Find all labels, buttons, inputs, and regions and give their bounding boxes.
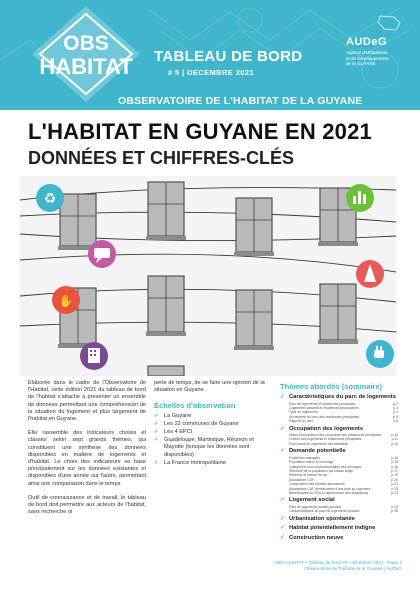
- scales-list: [154, 413, 272, 467]
- theme-title: ✓ Construction neuve: [280, 535, 398, 543]
- theme-entry-page: p.2: [393, 401, 398, 406]
- dashboard-title: TABLEAU DE BORD: [154, 48, 303, 65]
- theme-entry-page: p.17: [391, 468, 398, 473]
- theme-title: ✓ Caractéristiques du parc de logements: [280, 394, 398, 402]
- theme-title: ✓ Demande potentielle: [280, 448, 398, 456]
- footer-line: OBS HABITAT • Tableau de bord #5 - décembre 2021 - Page 1: [274, 560, 402, 565]
- building-icon: [80, 342, 108, 370]
- theme-entry-label: Logements vacants et résidences secondaires: [289, 405, 359, 410]
- theme-title: ✓ Logement social: [280, 497, 398, 505]
- intro-text: [28, 380, 146, 523]
- svg-text:♻: ♻: [43, 191, 57, 207]
- theme-entry-label: Parc de logements et résidences principales: [289, 401, 356, 406]
- theme-entry-page: p.24: [391, 504, 398, 509]
- page-footer: [0, 560, 420, 572]
- theme-entry-page: p.15: [391, 460, 398, 465]
- bar-chart-icon: [346, 184, 374, 212]
- observatory-bar: [0, 94, 420, 110]
- power-plug-icon: [366, 340, 394, 368]
- intro-paragraph: Elaborée dans le cadre de l'Observatoire de l'Habitat, cette édition 2021 du tableau de bord de l'habitat s'attache à présenter un ensemble de données permettant une compréhension de la situation du logement et plus largement de l'habitat en Guyane.: [28, 380, 146, 423]
- intro-paragraph: Elle rassemble des indicateurs choisis et classés selon sept grands thèmes, qui constituent une synthèse des données disponibles en matière de logements et d'habitat. Le choix des indicateurs se base principalement sur les données existantes et disponibles d'une année sur l'autre, permettant ainsi une comparaison dans le temps.: [28, 430, 146, 487]
- audeg-logo: [346, 36, 410, 67]
- theme-entry-page: p.12: [391, 441, 398, 446]
- theme-entry-label: Confort des logements et résidences principales: [289, 437, 362, 442]
- svg-text:OBS: OBS: [63, 32, 109, 55]
- theme-section: [280, 516, 398, 524]
- theme-section: [280, 525, 398, 533]
- edition-label: # 5 | DECEMBRE 2021: [168, 68, 254, 77]
- theme-entry-label: Caractéristiques du parc de logements sociaux: [289, 509, 360, 514]
- theme-entry-page: p.23: [391, 491, 398, 495]
- theme-entry-label: Structure de la population par classe d'âge: [289, 468, 354, 473]
- scale-item: ✓ Guadeloupe, Martinique, Réunion et Mayotte (lorsque les données sont disponibles): [154, 437, 272, 459]
- theme-entry-page: p.3: [393, 405, 398, 410]
- scales-heading: Échelles d'observation: [154, 401, 236, 411]
- audeg-name: AUDeG: [346, 36, 388, 48]
- theme-entry-label: Statut d'occupation des occupants des résidences principales: [289, 433, 382, 438]
- theme-section: [280, 426, 398, 447]
- scale-item: ✓ La Guyane: [154, 413, 272, 420]
- theme-entry-page: p.20: [391, 477, 398, 482]
- svg-text:✋: ✋: [58, 294, 74, 308]
- theme-entry-label: Rapport du parc: [289, 419, 314, 424]
- speech-bubble-icon: [88, 240, 116, 268]
- traffic-cone-icon: [356, 260, 384, 288]
- theme-entry-page: p.5: [393, 414, 398, 419]
- building-facade-photo: [20, 176, 396, 376]
- theme-entry: [280, 509, 398, 513]
- themes-list: [280, 394, 398, 542]
- theme-section: [280, 497, 398, 513]
- intro-paragraph: Outil de connaissance et de travail, le tableau de bord doit permettre aux acteurs de l'habitat, sans recherche ni: [28, 494, 146, 516]
- themes-heading: Thèmes abordés (sommaire): [280, 382, 383, 391]
- obs-habitat-logo: [30, 4, 142, 104]
- observatory-label: OBSERVATOIRE DE L'HABITAT DE LA GUYANE: [118, 95, 363, 107]
- theme-entry-label: Ancienneté du parc des résidences principales: [289, 414, 360, 419]
- theme-entry: [280, 419, 398, 423]
- page-title: L'HABITAT EN GUYANE EN 2021: [28, 119, 372, 144]
- theme-title: ✓ Habitat potentiellement indigne: [280, 525, 398, 533]
- theme-title: ✓ Urbanisation spontanée: [280, 516, 398, 524]
- theme-title: ✓ Occupation des logements: [280, 426, 398, 434]
- theme-entry-label: Parc social en logements des habitants: [289, 441, 348, 446]
- scale-item: ✓ La France métropolitaine: [154, 460, 272, 467]
- audeg-tagline: Agence d'Urbanisme et de Développement de la GUYANE: [346, 50, 389, 66]
- theme-entry-page: p.25: [391, 509, 398, 514]
- scale-item: ✓ Les 4 EPCI: [154, 429, 272, 436]
- theme-entry-page: p.19: [391, 473, 398, 478]
- theme-entry-page: p.13: [391, 455, 398, 460]
- theme-entry: [280, 442, 398, 446]
- scale-item: ✓ Les 22 communes de Guyane: [154, 421, 272, 428]
- theme-section: [280, 394, 398, 424]
- page-subtitle: DONNÉES ET CHIFFRES-CLÉS: [28, 148, 295, 168]
- themes-summary: [280, 382, 398, 544]
- theme-entry: [280, 491, 398, 495]
- theme-section: [280, 535, 398, 543]
- theme-section: [280, 448, 398, 495]
- theme-entry-label: Catégories socio-professionnelles des ménages: [289, 464, 362, 469]
- theme-entry-label: Composition des familles allocataires: [289, 482, 345, 487]
- theme-entry-label: Type de logements: [289, 410, 318, 415]
- recycle-icon: [36, 184, 64, 212]
- intro-paragraph: perte de temps, de se faire une opinion de la situation en Guyane.: [154, 380, 265, 394]
- scales-column: [154, 380, 272, 468]
- theme-entry-label: Allocataires CAF: [289, 477, 315, 482]
- svg-text:HABITAT: HABITAT: [39, 54, 133, 79]
- handshake-icon: [52, 286, 80, 314]
- theme-entry-page: p.22: [391, 486, 398, 491]
- theme-entry-page: p.21: [391, 482, 398, 487]
- theme-entry-page: p.4: [393, 410, 398, 415]
- theme-entry-label: Bénéficiaires du RSA et dépendance aux prestations: [289, 491, 369, 495]
- theme-entry-page: p.6: [393, 419, 398, 424]
- theme-entry-label: Population active et chômage: [289, 460, 334, 465]
- theme-entry-page: p.16: [391, 464, 398, 469]
- header-banner: [0, 0, 420, 110]
- footer-line: Observatoire de l'habitat de la Guyane | AUDeG: [304, 566, 402, 571]
- theme-entry-label: Profils des ménages: [289, 455, 320, 460]
- theme-entry-label: Allocataires CAF bénéficiaires d'une aide au logement: [289, 486, 371, 491]
- guyane-map-icon: [376, 14, 402, 32]
- theme-entry-label: Parc de logements locatifs sociaux: [289, 504, 342, 509]
- theme-entry-page: p.11: [391, 437, 398, 442]
- theme-entry-label: Revenus et niveau de vie: [289, 473, 328, 478]
- theme-entry-page: p.10: [391, 433, 398, 438]
